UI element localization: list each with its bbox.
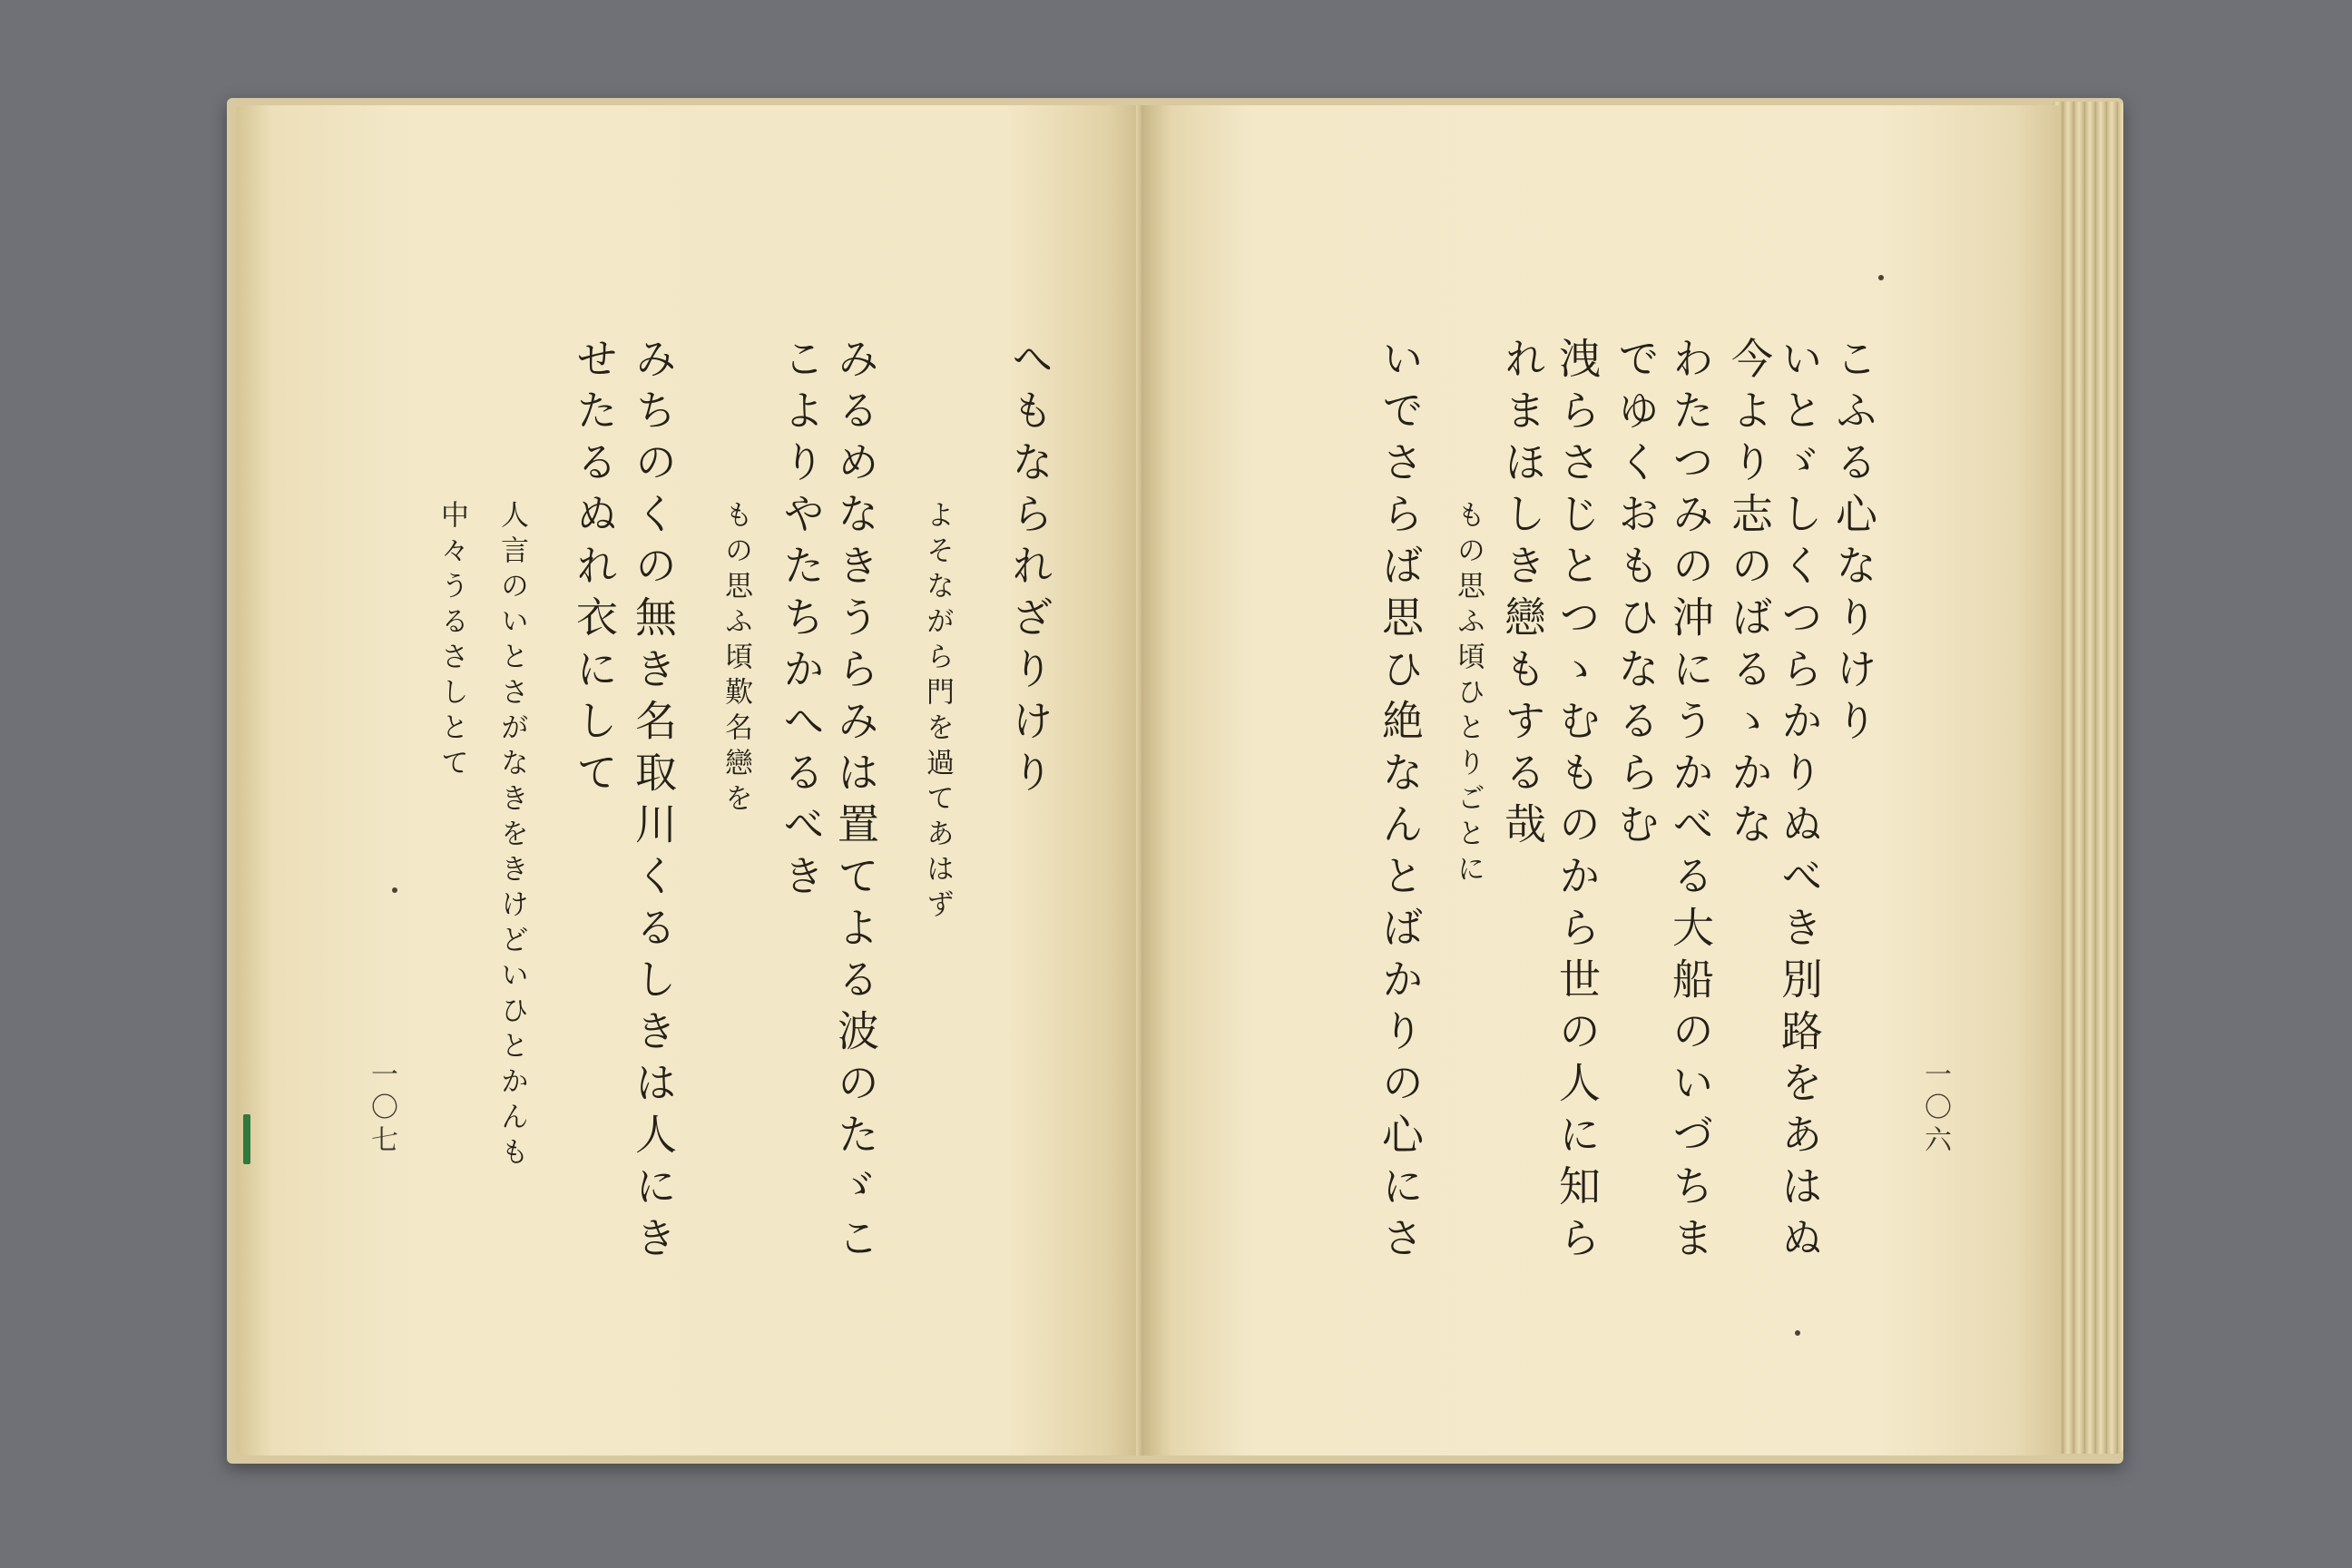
left-page bbox=[236, 105, 1143, 1455]
right-column-7: れまほしき戀もする哉 bbox=[1498, 337, 1547, 854]
left-column-4: こよりやたちかへるべき bbox=[777, 337, 826, 906]
ink-dot bbox=[1795, 1330, 1800, 1336]
left-column-3: みるめなきうらみは置てよる波のたゞこ bbox=[831, 337, 880, 1268]
open-book bbox=[227, 98, 2123, 1464]
left-column-1: へもなられざりけり bbox=[1005, 337, 1054, 802]
right-column-5: でゆくおもひなるらむ bbox=[1612, 337, 1661, 854]
left-column-6: みちのくの無き名取川くるしきは人にき bbox=[629, 337, 678, 1268]
ink-dot bbox=[392, 887, 397, 893]
right-page-number: 一〇六 bbox=[1919, 1060, 1951, 1158]
left-column-5: もの思ふ頃歎名戀を bbox=[720, 500, 752, 818]
right-column-8: もの思ふ頃ひとりごとに bbox=[1452, 500, 1485, 889]
left-page-number: 一〇七 bbox=[366, 1060, 397, 1158]
page-stack-edge bbox=[2053, 102, 2123, 1454]
right-column-2: いとゞしくつらかりぬべき別路をあはぬ bbox=[1775, 337, 1824, 1268]
right-column-6: 洩らさじとつゝむものから世の人に知ら bbox=[1553, 337, 1602, 1268]
right-column-1: こふる心なりけり bbox=[1829, 337, 1878, 750]
ink-dot bbox=[1878, 275, 1884, 280]
binding-thread bbox=[243, 1114, 250, 1164]
left-column-2: よそながら門を過てあはず bbox=[921, 500, 954, 925]
right-column-3: 今より志のばるゝかな bbox=[1725, 337, 1774, 854]
left-column-7: せたるぬれ衣にして bbox=[570, 337, 619, 802]
left-column-9: 中々うるさしとて bbox=[436, 500, 468, 783]
right-page bbox=[1143, 105, 2060, 1455]
right-column-9: いでさらば思ひ絶なんとばかりの心にさ bbox=[1376, 337, 1425, 1268]
left-column-8: 人言のいとさがなきをきけどいひとかんも bbox=[495, 500, 528, 1172]
right-column-4: わたつみの沖にうかべる大船のいづちま bbox=[1666, 337, 1715, 1268]
